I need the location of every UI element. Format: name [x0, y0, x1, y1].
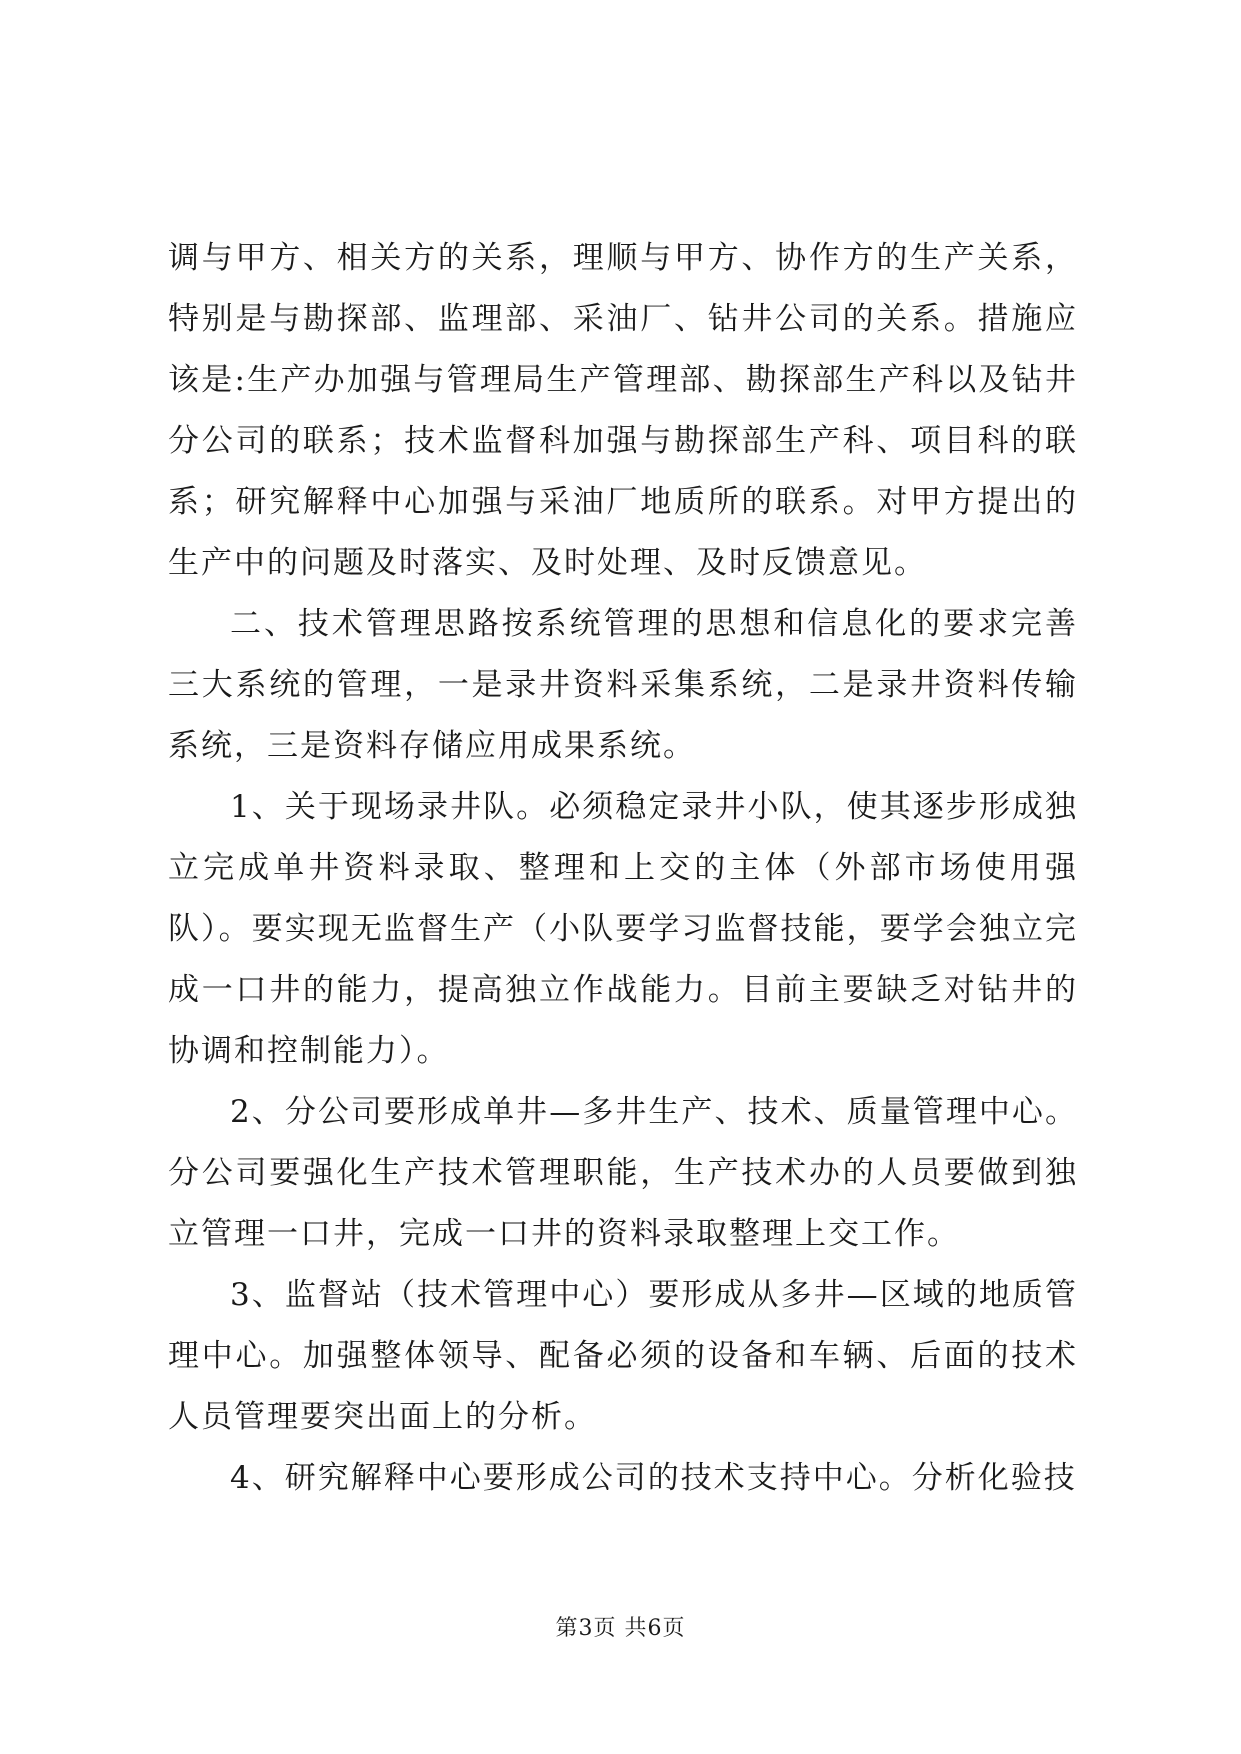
paragraph-technical-management: 二、技术管理思路按系统管理的思想和信息化的要求完善三大系统的管理，一是录井资料采集系统，二是录井资料传输系统，三是资料存储应用成果系统。 — [168, 606, 1078, 764]
paragraph-item-2: 2、分公司要形成单井—多井生产、技术、质量管理中心。分公司要强化生产技术管理职能，生产技术办的人员要做到独立管理一口井，完成一口井的资料录取整理上交工作。 — [168, 1094, 1078, 1252]
body-text — [168, 228, 1078, 1509]
paragraph-item-4: 4、研究解释中心要形成公司的技术支持中心。分析化验技 — [230, 1460, 1077, 1496]
paragraph-continued: 调与甲方、相关方的关系，理顺与甲方、协作方的生产关系，特别是与勘探部、监理部、采油厂、钻井公司的关系。措施应该是:生产办加强与管理局生产管理部、勘探部生产科以及钻井分公司的联系；技术监督科加强与勘探部生产科、项目科的联系；研究解释中心加强与采油厂地质所的联系。对甲方提出的生产中的问题及时落实、及时处理、及时反馈意见。 — [168, 240, 1078, 581]
page-number-footer: 第3页 共6页 — [555, 1616, 686, 1641]
paragraph-item-1: 1、关于现场录井队。必须稳定录井小队，使其逐步形成独立完成单井资料录取、整理和上交的主体（外部市场使用强队）。要实现无监督生产（小队要学习监督技能，要学会独立完成一口井的能力，提高独立作战能力。目前主要缺乏对钻井的协调和控制能力）。 — [168, 789, 1078, 1069]
paragraph-item-3: 3、监督站（技术管理中心）要形成从多井—区域的地质管理中心。加强整体领导、配备必须的设备和车辆、后面的技术人员管理要突出面上的分析。 — [168, 1277, 1078, 1435]
